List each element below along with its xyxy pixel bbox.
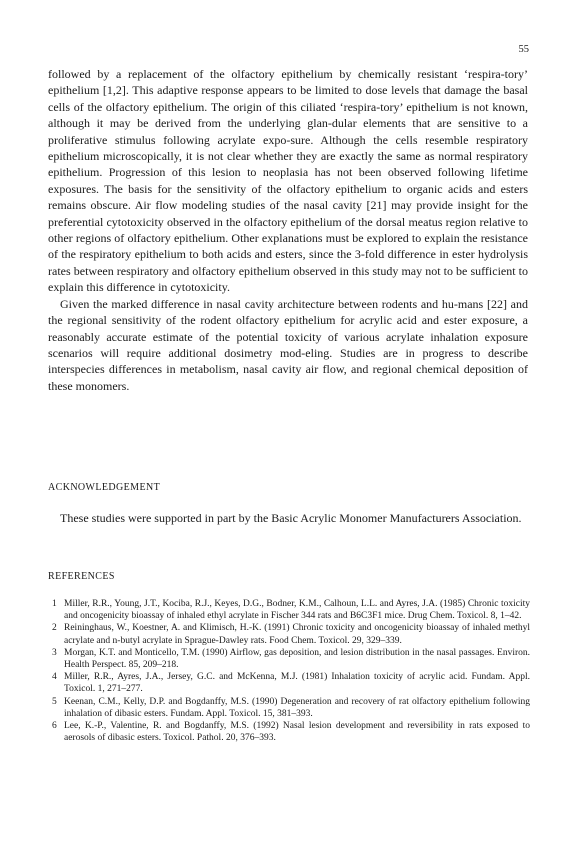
- reference-item: [48, 647, 530, 671]
- reference-number: 6: [52, 721, 57, 732]
- reference-number: 1: [52, 599, 57, 609]
- reference-text: Keenan, C.M., Kelly, D.P. and Bogdanffy, M.S. (1990) Degeneration and recovery of rat olfactory epithelium following inhalation of dibasic esters. Fundam. Appl. Toxicol. 15, 381–393.: [64, 696, 530, 719]
- reference-text: Miller, R.R., Ayres, J.A., Jersey, G.C. and McKenna, M.J. (1981) Inhalation toxicity of acrylic acid. Fundam. Appl. Toxicol. 1, 271–277.: [64, 672, 530, 695]
- reference-number: 5: [52, 696, 57, 707]
- references-heading: REFERENCES: [48, 571, 115, 582]
- body-paragraph: Given the marked difference in nasal cavity architecture between rodents and hu-mans [22] and the regional sensitivity of the rodent olfactory epithelium for acrylic acid and ester exposure, a reasonably accurate estimate of the potential toxicity of various acrylate inhalation exposure scenarios will require additional dosimetry mod-eling. Studies are in progress to describe interspecies differences in metabolism, nasal cavity air flow, and regional chemical deposition of these monomers.: [48, 296, 528, 393]
- acknowledgement-heading: ACKNOWLEDGEMENT: [48, 482, 161, 493]
- reference-text: Lee, K.-P., Valentine, R. and Bogdanffy, M.S. (1992) Nasal lesion development and reversibility in rats exposed to aerosols of dibasic esters. Toxicol. Pathol. 20, 376–393.: [64, 721, 530, 744]
- reference-item: [48, 598, 530, 622]
- reference-text: Miller, R.R., Young, J.T., Kociba, R.J., Keyes, D.G., Bodner, K.M., Calhoun, L.L. and Ayres, J.A. (1985) Chronic toxicity and oncogenicity bioassay of inhaled ethyl acrylate in Fischer 344 rats and B6C3F1 mice. Drug Chem. Toxicol. 8, 1–42.: [64, 599, 530, 622]
- reference-text: Reininghaus, W., Koestner, A. and Klimisch, H.-K. (1991) Chronic toxicity and oncogenicity bioassay of inhaled methyl acrylate and n-butyl acrylate in Sprague-Dawley rats. Food Chem. Toxicol. 29, 329–339.: [64, 623, 530, 646]
- reference-item: [48, 720, 530, 744]
- reference-item: [48, 696, 530, 720]
- body-paragraph: followed by a replacement of the olfactory epithelium by chemically resistant ‘respira-tory’ epithelium [1,2]. This adaptive response appears to be limited to dose levels that damage the basal cells of the olfactory epithelium. The origin of this ciliated ‘respira-tory’ epithelium is not known, although it may be derived from the underlying glan-dular elements that are sensitive to a proliferative stimulus following acrylate expo-sure. Although the cells resemble respiratory epithelium microscopically, it is not clear whether they are exactly the same as normal respiratory epithelium. Progression of this lesion to neoplasia has not been observed following lifetime exposures. The basis for the sensitivity of the olfactory epithelium to organic acids and esters remains obscure. Air flow modeling studies of the nasal cavity [21] may provide insight for the preferential cytotoxicity observed in the olfactory epithelium of the dorsal meatus region relative to other regions of olfactory epithelium. Other explanations must be explored to explain the resistance of the respiratory epithelium to both acids and esters, since the 3-fold difference in ester hydrolysis rates between respiratory and olfactory epithelium observed in this study may not to be sufficient to explain this difference in cytotoxicity.: [48, 67, 528, 295]
- reference-number: 2: [52, 623, 57, 634]
- reference-text: Morgan, K.T. and Monticello, T.M. (1990) Airflow, gas deposition, and lesion distribution in the nasal passages. Environ. Health Perspect. 85, 209–218.: [64, 647, 530, 671]
- reference-item: [48, 671, 530, 695]
- page-number: 55: [518, 44, 529, 55]
- acknowledgement-text: These studies were supported in part by the Basic Acrylic Monomer Manufacturers Association.: [60, 511, 522, 525]
- reference-item: [48, 622, 530, 646]
- reference-list: [48, 598, 530, 744]
- reference-number: 4: [52, 672, 57, 683]
- reference-number: 3: [52, 647, 57, 658]
- body-text: [48, 66, 528, 394]
